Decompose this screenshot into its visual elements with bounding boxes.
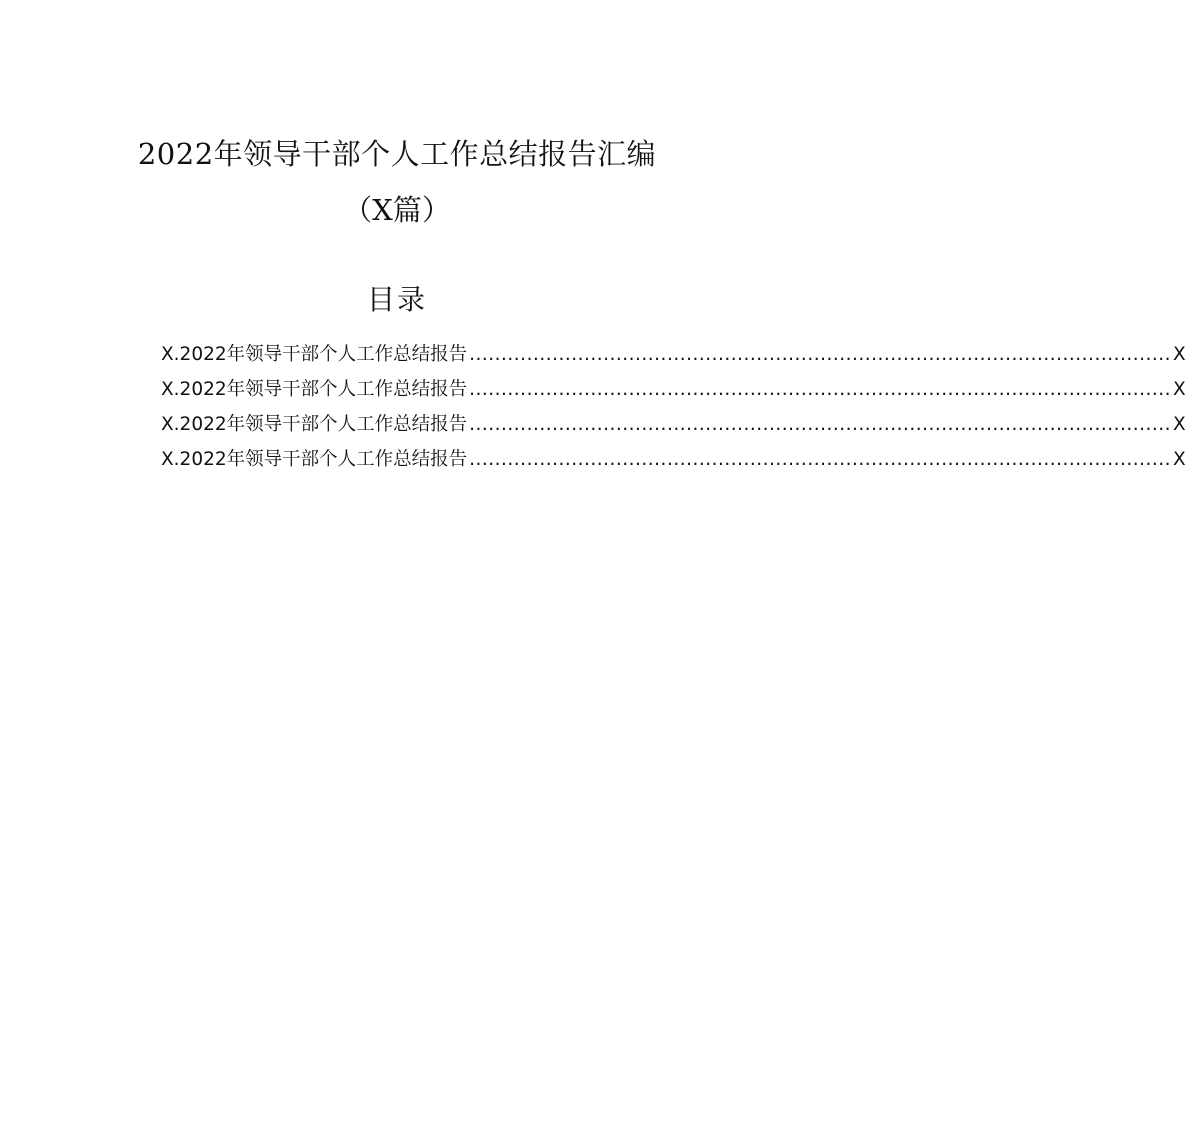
toc-leader-dots: .............................................................................................................. (469, 344, 1172, 365)
document-title: 2022年领导干部个人工作总结报告汇编 (137, 137, 657, 171)
toc-leader-dots: .............................................................................................................. (469, 379, 1172, 400)
toc-entry-title: X.2022年领导干部个人工作总结报告 (161, 449, 468, 470)
toc-entry[interactable] (161, 407, 1186, 442)
toc-entry[interactable] (161, 337, 1186, 372)
toc-entry-title: X.2022年领导干部个人工作总结报告 (161, 344, 468, 365)
toc-entry-page: X (1173, 344, 1186, 365)
toc-entry[interactable] (161, 372, 1186, 407)
toc-entry[interactable] (161, 442, 1186, 477)
toc-entry-page: X (1173, 414, 1186, 435)
toc-heading: 目录 (366, 283, 427, 316)
toc-leader-dots: .............................................................................................................. (469, 449, 1172, 470)
toc-entry-page: X (1173, 379, 1186, 400)
toc-leader-dots: .............................................................................................................. (469, 414, 1172, 435)
table-of-contents (161, 337, 1186, 477)
document-subtitle: （X篇） (343, 193, 451, 227)
toc-entry-page: X (1173, 449, 1186, 470)
toc-entry-title: X.2022年领导干部个人工作总结报告 (161, 379, 468, 400)
toc-entry-title: X.2022年领导干部个人工作总结报告 (161, 414, 468, 435)
